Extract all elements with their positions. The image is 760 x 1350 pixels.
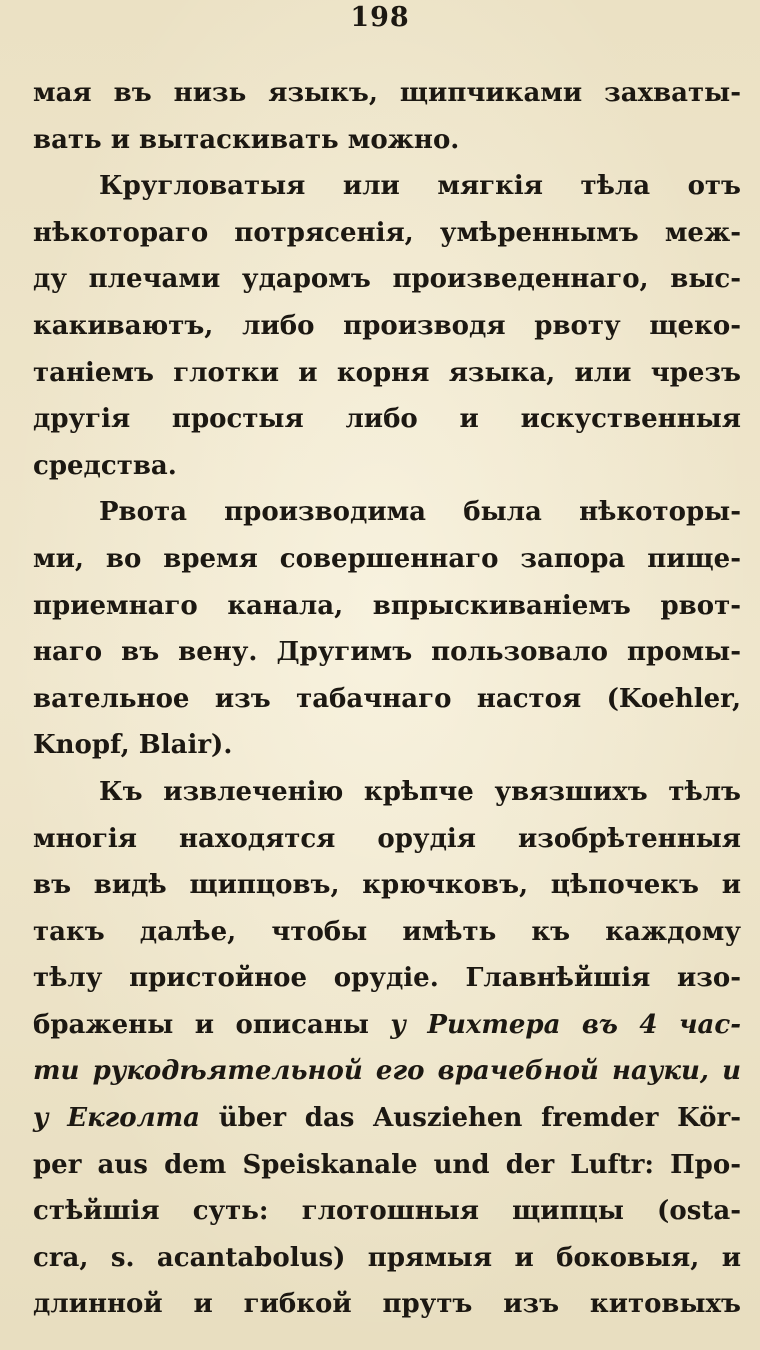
text-line: мая въ низь языкъ, щипчиками захваты- [33, 78, 741, 108]
text-line: танiемъ глотки и корня языка, или чрезъ [33, 357, 741, 388]
text-line: стѣйшія суть: глотошныя щипцы (osta- [33, 1196, 741, 1227]
body-text [33, 70, 741, 1328]
text-line [33, 1095, 741, 1142]
text-line: ду плечами ударомъ произведеннаго, выс- [33, 264, 741, 295]
text-line: наго въ вену. Другимъ пользовало промы- [33, 637, 741, 668]
italic-reference-line: ти рукодѣятельной его врачебной науки, и [33, 1056, 741, 1087]
text-line: длинной и гибкой прутъ изъ китовыхъ [33, 1289, 741, 1320]
text-line: такъ далѣе, чтобы имѣть къ каждому [33, 916, 741, 947]
text-line: какиваютъ, либо производя рвоту щеко- [33, 310, 741, 341]
page-number: 198 [350, 2, 410, 33]
text-line: ми, во время совершеннаго запора пище- [33, 543, 741, 574]
paragraph-first-line: Къ извлеченію крѣпче увязшихъ тѣлъ [99, 776, 741, 807]
text-line: многія находятся орудія изобрѣтенныя [33, 823, 741, 854]
text-line: другія простыя либо и искуственныя [33, 404, 741, 435]
italic-reference: у Рихтера въ 4 час- [390, 1009, 742, 1040]
text-line: въ видѣ щипцовъ, крючковъ, цѣпочекъ и [33, 870, 741, 901]
text-line: вательное изъ табачнаго настоя (Koehler, [33, 683, 741, 714]
text-line: Knopf, Blair). [33, 730, 233, 761]
text-line: средства. [33, 450, 177, 481]
text-line: вать и вытаскивать можно. [33, 124, 460, 155]
text-line [33, 1002, 741, 1049]
paragraph-first-line: Кругловатыя или мягкія тѣла отъ [99, 171, 741, 202]
text-line: приемнаго канала, впрыскиванiемъ рвот- [33, 590, 741, 621]
text-segment: бражены и описаны [33, 1009, 369, 1040]
german-title: über das Ausziehen fremder Kör- [218, 1103, 741, 1134]
text-line: нѣкотораго потрясенія, умѣреннымъ меж- [33, 217, 741, 248]
paragraph-first-line: Рвота производима была нѣкоторы- [99, 497, 741, 528]
text-line: тѣлу пристойное орудіе. Главнѣйшія изо- [33, 963, 741, 994]
text-line: per aus dem Speiskanale und der Luftr: Про- [33, 1149, 741, 1180]
italic-reference: у Екголта [33, 1103, 201, 1134]
text-line: cra, s. acantabolus) прямыя и боковыя, и [33, 1242, 741, 1273]
